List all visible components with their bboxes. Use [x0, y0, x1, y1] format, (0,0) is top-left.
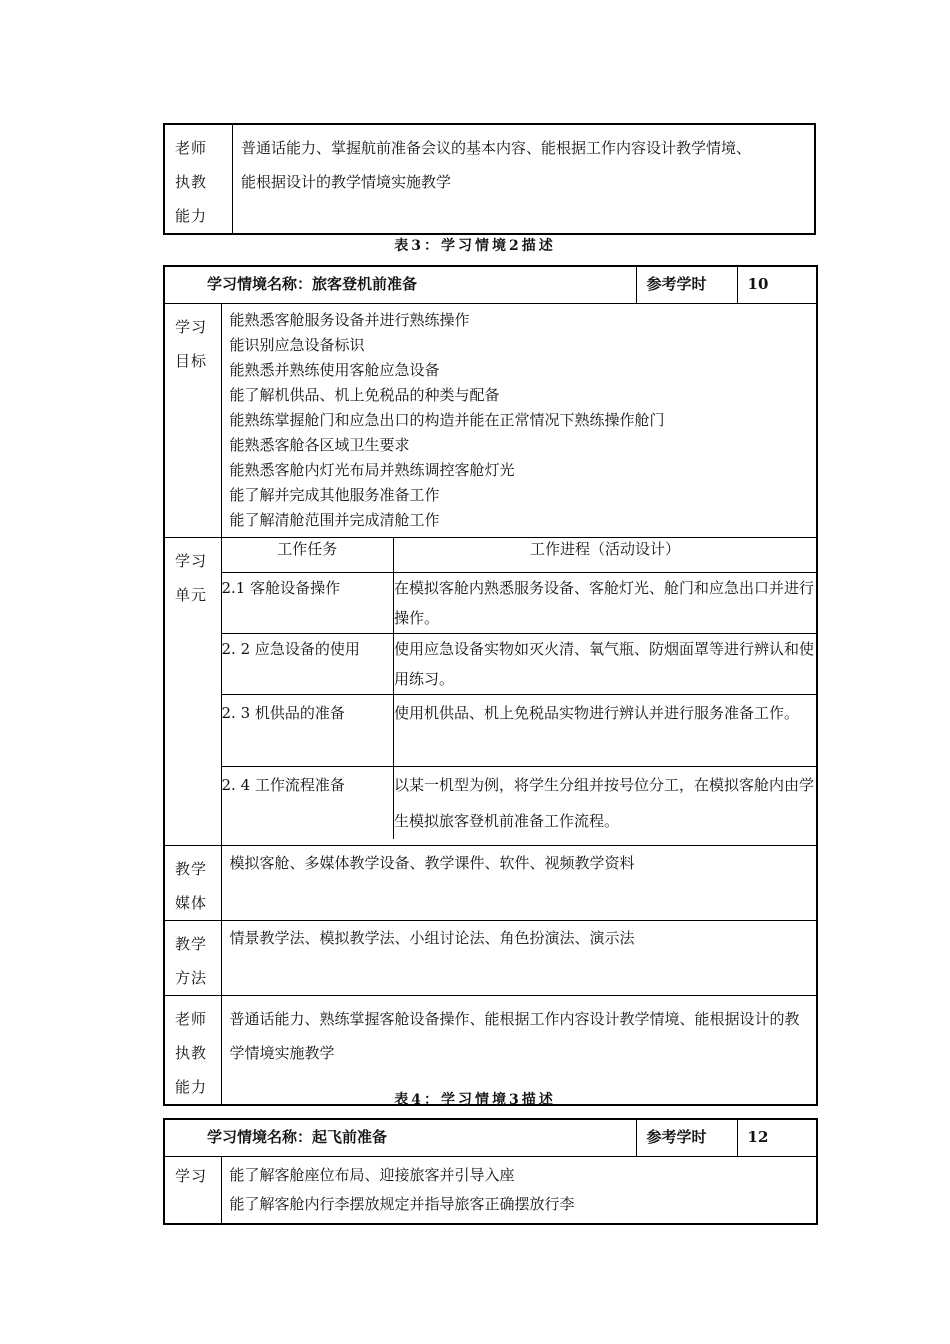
teacher-content: 普通话能力、熟练掌握客舱设备操作、能根据工作内容设计教学情境、能根据设计的教学情境实施教学 — [221, 995, 817, 1105]
goal-item: 能熟悉客舱内灯光布局并熟练调控客舱灯光 — [229, 460, 515, 479]
hours-label: 参考学时 — [636, 266, 737, 303]
label-line: 能力 — [175, 1077, 208, 1096]
goals-label — [164, 303, 221, 537]
label-line: 方法 — [175, 968, 208, 987]
unit-process: 使用应急设备实物如灭火清、氧气瓶、防烟面罩等进行辨认和使用练习。 — [394, 633, 817, 694]
hours-label: 参考学时 — [636, 1119, 737, 1156]
label-line: 学习 — [175, 1166, 208, 1185]
label-line: 老师 — [175, 1009, 208, 1028]
unit-row — [222, 694, 817, 766]
label-line: 目标 — [175, 351, 208, 370]
goal-item: 能熟悉并熟练使用客舱应急设备 — [229, 360, 440, 379]
teacher-ability-content — [233, 124, 816, 234]
goal-item: 能熟悉客舱服务设备并进行熟练操作 — [229, 310, 470, 329]
teacher-ability-label — [164, 124, 233, 234]
unit-row — [222, 572, 817, 633]
goal-item: 能了解并完成其他服务准备工作 — [229, 485, 440, 504]
units-table — [222, 538, 817, 839]
label-line: 学习 — [175, 551, 208, 570]
goals-label — [164, 1156, 221, 1224]
unit-task: 2. 3 机供品的准备 — [222, 694, 394, 766]
label-line: 单元 — [175, 585, 208, 604]
label-line: 学习 — [175, 317, 208, 336]
method-content: 情景教学法、模拟教学法、小组讨论法、角色扮演法、演示法 — [221, 920, 817, 995]
goals-list — [221, 1156, 817, 1224]
situation-name: 学习情境名称：起飞前准备 — [164, 1119, 636, 1156]
content-line: 能根据设计的教学情境实施教学 — [241, 173, 452, 191]
goal-item: 能熟悉客舱各区域卫生要求 — [229, 435, 410, 454]
unit-process: 以某一机型为例，将学生分组并按号位分工，在模拟客舱内由学生模拟旅客登机前准备工作流程。 — [394, 766, 817, 839]
goal-item: 能了解客舱内行李摆放规定并指导旅客正确摆放行李 — [229, 1194, 575, 1213]
task-header: 工作任务 — [222, 538, 394, 573]
label-line: 执教 — [175, 1043, 208, 1062]
hours-value: 10 — [737, 266, 817, 303]
goal-item: 能了解客舱座位布局、迎接旅客并引导入座 — [229, 1165, 515, 1184]
method-label — [164, 920, 221, 995]
media-label — [164, 845, 221, 920]
table-3 — [163, 265, 818, 1106]
table-4 — [163, 1118, 818, 1225]
table-3-caption: 表3：学习情境2描述 — [394, 238, 556, 254]
unit-row — [222, 633, 817, 694]
label-line: 能力 — [175, 207, 208, 225]
unit-process: 使用机供品、机上免税品实物进行辨认并进行服务准备工作。 — [394, 694, 817, 766]
goal-item: 能了解清舱范围并完成清舱工作 — [229, 510, 440, 529]
process-header: 工作进程（活动设计） — [394, 538, 817, 573]
unit-task: 2. 2 应急设备的使用 — [222, 633, 394, 694]
goals-list — [221, 303, 817, 537]
situation-name: 学习情境名称：旅客登机前准备 — [164, 266, 636, 303]
hours-value: 12 — [737, 1119, 817, 1156]
unit-task: 2.1 客舱设备操作 — [222, 572, 394, 633]
goal-item: 能识别应急设备标识 — [229, 335, 365, 354]
label-line: 教学 — [175, 934, 208, 953]
units-cell — [221, 537, 817, 845]
media-content: 模拟客舱、多媒体教学设备、教学课件、软件、视频教学资料 — [221, 845, 817, 920]
content-line: 普通话能力、掌握航前准备会议的基本内容、能根据工作内容设计教学情境、 — [241, 139, 752, 157]
label-line: 教学 — [175, 859, 208, 878]
unit-row — [222, 766, 817, 839]
unit-task: 2. 4 工作流程准备 — [222, 766, 394, 839]
unit-process: 在模拟客舱内熟悉服务设备、客舱灯光、舱门和应急出口并进行操作。 — [394, 572, 817, 633]
goal-item: 能了解机供品、机上免税品的种类与配备 — [229, 385, 500, 404]
label-line: 执教 — [175, 173, 208, 191]
table-2-tail — [163, 123, 816, 235]
goal-item: 能熟练掌握舱门和应急出口的构造并能在正常情况下熟练操作舱门 — [229, 410, 665, 429]
label-line: 老师 — [175, 139, 208, 157]
table-4-caption: 表4：学习情境3描述 — [394, 1092, 556, 1108]
label-line: 媒体 — [175, 893, 208, 912]
units-label — [164, 537, 221, 845]
